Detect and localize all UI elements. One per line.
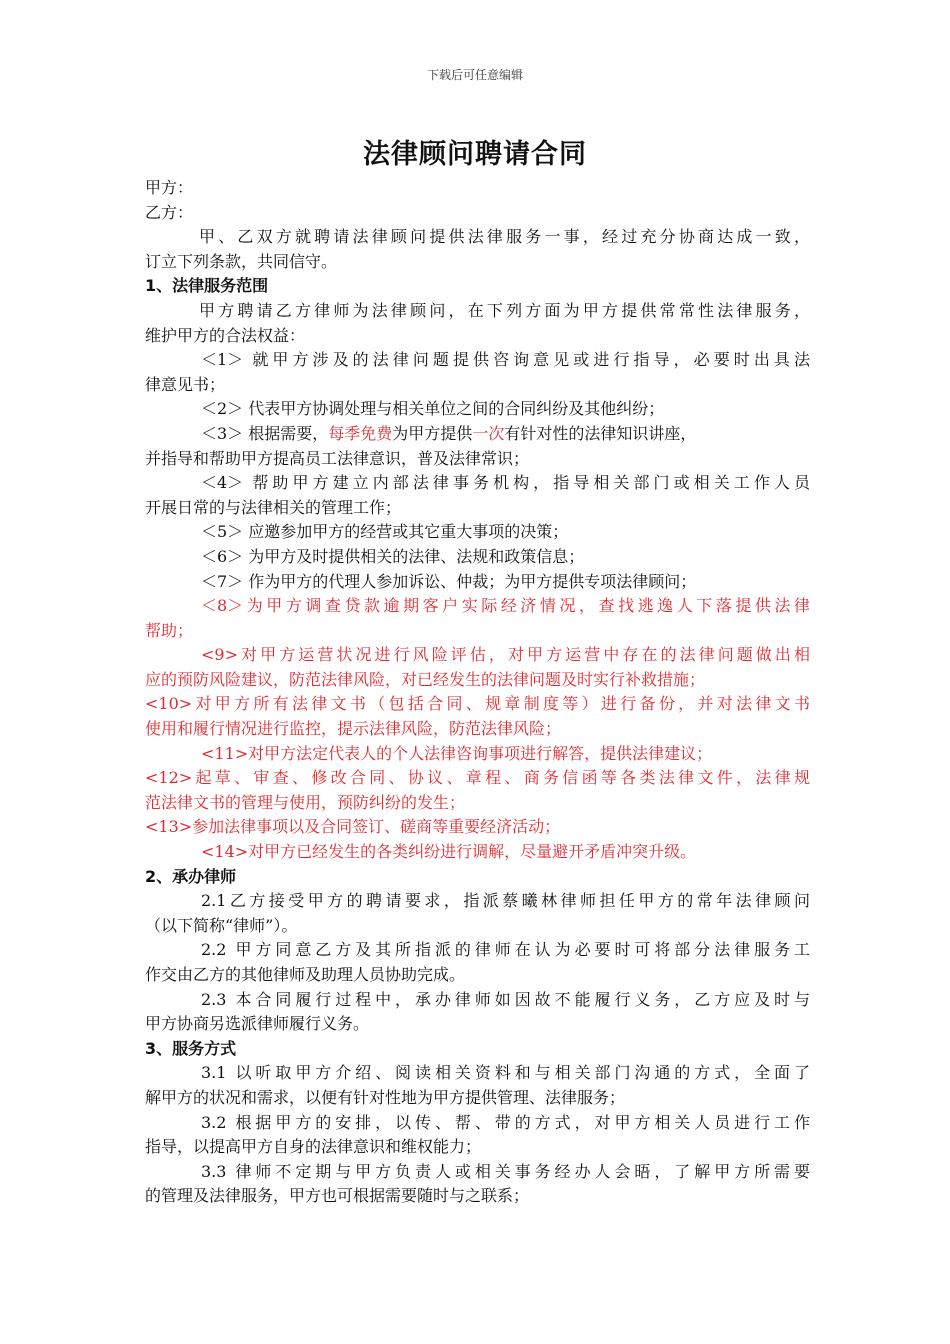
s1-item-3-part-e: 有针对性的法律知识讲座， xyxy=(504,423,697,443)
s2-clause-2-line-1: 2.2 甲方同意乙方及其所指派的律师在认为必要时可将部分法律服务工 xyxy=(201,940,810,960)
s1-item-6: ＜6＞ 为甲方及时提供相关的法律、法规和政策信息； xyxy=(201,546,585,566)
s1-item-3-highlight-once: 一次 xyxy=(472,423,505,443)
s1-item-14: <14>对甲方已经发生的各类纠纷进行调解，尽量避开矛盾冲突升级。 xyxy=(201,842,697,862)
s1-item-5: ＜5＞ 应邀参加甲方的经营或其它重大事项的决策； xyxy=(201,522,569,542)
s3-clause-3-line-2: 的管理及法律服务，甲方也可根据需要随时与之联系； xyxy=(145,1186,530,1206)
s1-item-1-line-1: ＜1＞ 就甲方涉及的法律问题提供咨询意见或进行指导，必要时出具法 xyxy=(201,350,810,370)
party-a-label: 甲方： xyxy=(145,178,194,197)
section-3-heading: 3、服务方式 xyxy=(145,1038,237,1058)
s1-item-7: ＜7＞ 作为甲方的代理人参加诉讼、仲裁；为甲方提供专项法律顾问； xyxy=(201,571,697,591)
s3-clause-1-line-1: 3.1 以听取甲方介绍、阅读相关资料和与相关部门沟通的方式，全面了 xyxy=(201,1063,810,1083)
s1-item-8-line-2: 帮助； xyxy=(145,620,194,640)
s2-clause-2-line-2: 作交由乙方的其他律师及助理人员协助完成。 xyxy=(145,965,466,984)
s1-item-11: <11>对甲方法定代表人的个人法律咨询事项进行解答，提供法律建议； xyxy=(201,743,713,763)
s1-item-3-highlight-free: 每季免费 xyxy=(328,423,393,443)
s1-item-3-part-c: 为甲方提供 xyxy=(392,423,473,443)
s1-item-10-line-1: <10>对甲方所有法律文书（包括合同、规章制度等）进行备份，并对法律文书 xyxy=(145,694,810,714)
s2-clause-1-line-1: 2.1乙方接受甲方的聘请要求，指派蔡曦林律师担任甲方的常年法律顾问 xyxy=(201,891,810,911)
s3-clause-3-line-1: 3.3 律师不定期与甲方负责人或相关事务经办人会晤，了解甲方所需要 xyxy=(201,1161,810,1181)
s1-item-9-line-2: 应的预防风险建议，防范法律风险，对已经发生的法律问题及时实行补救措施； xyxy=(145,669,706,689)
s1-item-3-line-1 xyxy=(145,422,810,447)
party-b-label: 乙方： xyxy=(145,202,194,222)
s1-item-9-line-1: <9>对甲方运营状况进行风险评估，对甲方运营中存在的法律问题做出相 xyxy=(201,645,810,665)
s1-item-8-line-1: ＜8＞为甲方调查贷款逾期客户实际经济情况，查找逃逸人下落提供法律 xyxy=(201,596,810,616)
s1-item-10-line-2: 使用和履行情况进行监控，提示法律风险，防范法律风险； xyxy=(145,719,562,739)
s2-clause-1-line-2: （以下简称“律师”）。 xyxy=(145,915,298,935)
page-header-note: 下载后可任意编辑 xyxy=(426,68,523,82)
intro-line-1: 甲、乙双方就聘请法律顾问提供法律服务一事，经过充分协商达成一致， xyxy=(199,227,810,247)
document-title: 法律顾问聘请合同 xyxy=(363,139,587,170)
s3-clause-1-line-2: 解甲方的状况和需求，以便有针对性地为甲方提供管理、法律服务； xyxy=(145,1087,626,1107)
s2-clause-3-line-2: 甲方协商另选派律师履行义务。 xyxy=(145,1014,370,1034)
s1-item-12-line-1: <12>起草、审查、修改合同、协议、章程、商务信函等各类法律文件，法律规 xyxy=(145,768,810,788)
s1-item-12-line-2: 范法律文书的管理与使用，预防纠纷的发生； xyxy=(145,792,466,812)
s1-lead-line-1: 甲方聘请乙方律师为法律顾问，在下列方面为甲方提供常常性法律服务， xyxy=(199,300,810,320)
s1-item-3-line-2: 并指导和帮助甲方提高员工法律意识，普及法律常识； xyxy=(145,448,530,468)
section-1-heading: 1、法律服务范围 xyxy=(145,276,269,296)
s2-clause-3-line-1: 2.3 本合同履行过程中，承办律师如因故不能履行义务，乙方应及时与 xyxy=(201,989,810,1009)
s1-item-4-line-1: ＜4＞ 帮助甲方建立内部法律事务机构，指导相关部门或相关工作人员 xyxy=(201,473,810,493)
s1-item-2: ＜2＞ 代表甲方协调处理与相关单位之间的合同纠纷及其他纠纷； xyxy=(201,399,665,419)
s3-clause-2-line-2: 指导，以提高甲方自身的法律意识和维权能力； xyxy=(145,1137,482,1157)
s1-lead-line-2: 维护甲方的合法权益： xyxy=(145,325,306,345)
section-2-heading: 2、承办律师 xyxy=(145,866,237,886)
intro-line-2: 订立下列条款，共同信守。 xyxy=(145,251,338,271)
s1-item-1-line-2: 律意见书； xyxy=(145,374,226,394)
s1-item-13: <13>参加法律事项以及合同签订、磋商等重要经济活动； xyxy=(145,817,561,837)
s1-item-4-line-2: 开展日常的与法律相关的管理工作； xyxy=(145,497,402,517)
document-body xyxy=(145,176,810,1209)
s1-item-3-part-a: ＜3＞ 根据需要， xyxy=(201,423,329,443)
s3-clause-2-line-1: 3.2 根据甲方的安排，以传、帮、带的方式，对甲方相关人员进行工作 xyxy=(201,1112,810,1132)
